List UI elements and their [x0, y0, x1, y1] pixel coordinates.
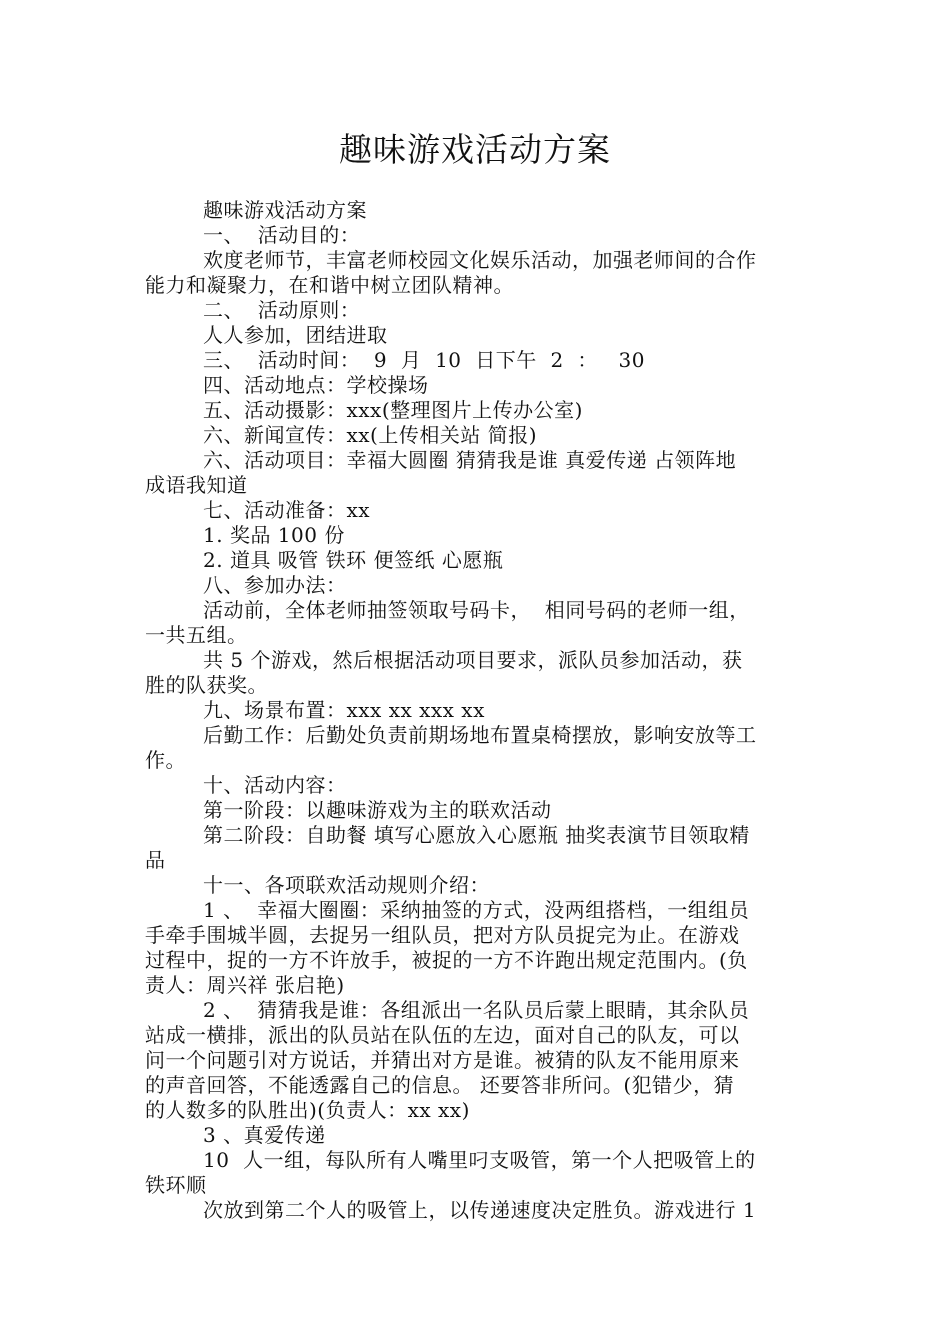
text-line: 作。	[145, 748, 186, 772]
text-line: 二、 活动原则：	[203, 298, 361, 322]
text-line: 过程中，捉的一方不许放手，被捉的一方不许跑出规定范围内。(负	[145, 948, 748, 972]
text-line: 四、活动地点：学校操场	[203, 373, 429, 397]
text-line: 第一阶段：以趣味游戏为主的联欢活动	[203, 798, 552, 822]
text-line: 10 人一组，每队所有人嘴里叼支吸管，第一个人把吸管上的	[203, 1148, 756, 1172]
text-line: 站成一横排，派出的队员站在队伍的左边，面对自己的队友，可以	[145, 1023, 740, 1047]
document-body	[145, 198, 810, 1223]
text-line: 1 、 幸福大圈圈：采纳抽签的方式，没两组搭档，一组组员	[203, 898, 750, 922]
text-line: 能力和凝聚力，在和谐中树立团队精神。	[145, 273, 514, 297]
text-line: 欢度老师节，丰富老师校园文化娱乐活动，加强老师间的合作	[203, 248, 757, 272]
text-line: 3 、真爱传递	[203, 1123, 326, 1147]
text-line: 次放到第二个人的吸管上，以传递速度决定胜负。游戏进行 1	[203, 1198, 757, 1222]
text-line: 六、新闻宣传：xx(上传相关站 简报)	[203, 423, 538, 447]
text-line: 八、参加办法：	[203, 573, 347, 597]
text-line: 手牵手围城半圆，去捉另一组队员，把对方队员捉完为止。在游戏	[145, 923, 740, 947]
text-line: 一、 活动目的：	[203, 223, 361, 247]
text-line: 后勤工作：后勤处负责前期场地布置桌椅摆放，影响安放等工	[203, 723, 757, 747]
text-line: 五、活动摄影：xxx(整理图片上传办公室)	[203, 398, 583, 422]
text-line: 第二阶段：自助餐 填写心愿放入心愿瓶 抽奖表演节目领取精	[203, 823, 750, 847]
text-line: 趣味游戏活动方案	[203, 198, 367, 222]
text-line: 七、活动准备：xx	[203, 498, 371, 522]
text-line: 一共五组。	[145, 623, 248, 647]
text-line: 问一个问题引对方说话，并猜出对方是谁。被猜的队友不能用原来	[145, 1048, 740, 1072]
text-line: 2 、 猜猜我是谁：各组派出一名队员后蒙上眼睛，其余队员	[203, 998, 750, 1022]
text-line: 共 5 个游戏，然后根据活动项目要求，派队员参加活动，获	[203, 648, 743, 672]
text-line: 成语我知道	[145, 473, 248, 497]
text-line: 胜的队获奖。	[145, 673, 268, 697]
text-line: 1. 奖品 100 份	[203, 523, 345, 547]
text-line: 责人：周兴祥 张启艳)	[145, 973, 345, 997]
text-line: 活动前，全体老师抽签领取号码卡， 相同号码的老师一组，	[203, 598, 750, 622]
text-line: 人人参加，团结进取	[203, 323, 388, 347]
text-line: 十、活动内容：	[203, 773, 347, 797]
text-line: 铁环顺	[145, 1173, 207, 1197]
document-title: 趣味游戏活动方案	[339, 130, 611, 169]
text-line: 的声音回答，不能透露自己的信息。 还要答非所问。(犯错少，猜	[145, 1073, 735, 1097]
text-line: 品	[145, 848, 166, 872]
text-line: 2. 道具 吸管 铁环 便签纸 心愿瓶	[203, 548, 504, 572]
text-line: 十一、各项联欢活动规则介绍：	[203, 873, 490, 897]
text-line: 六、活动项目：幸福大圆圈 猜猜我是谁 真爱传递 占领阵地	[203, 448, 737, 472]
text-line: 九、场景布置：xxx xx xxx xx	[203, 698, 485, 722]
text-line: 三、 活动时间： 9 月 10 日下午 2 ： 30	[203, 348, 645, 372]
text-line: 的人数多的队胜出)(负责人：xx xx)	[145, 1098, 470, 1122]
